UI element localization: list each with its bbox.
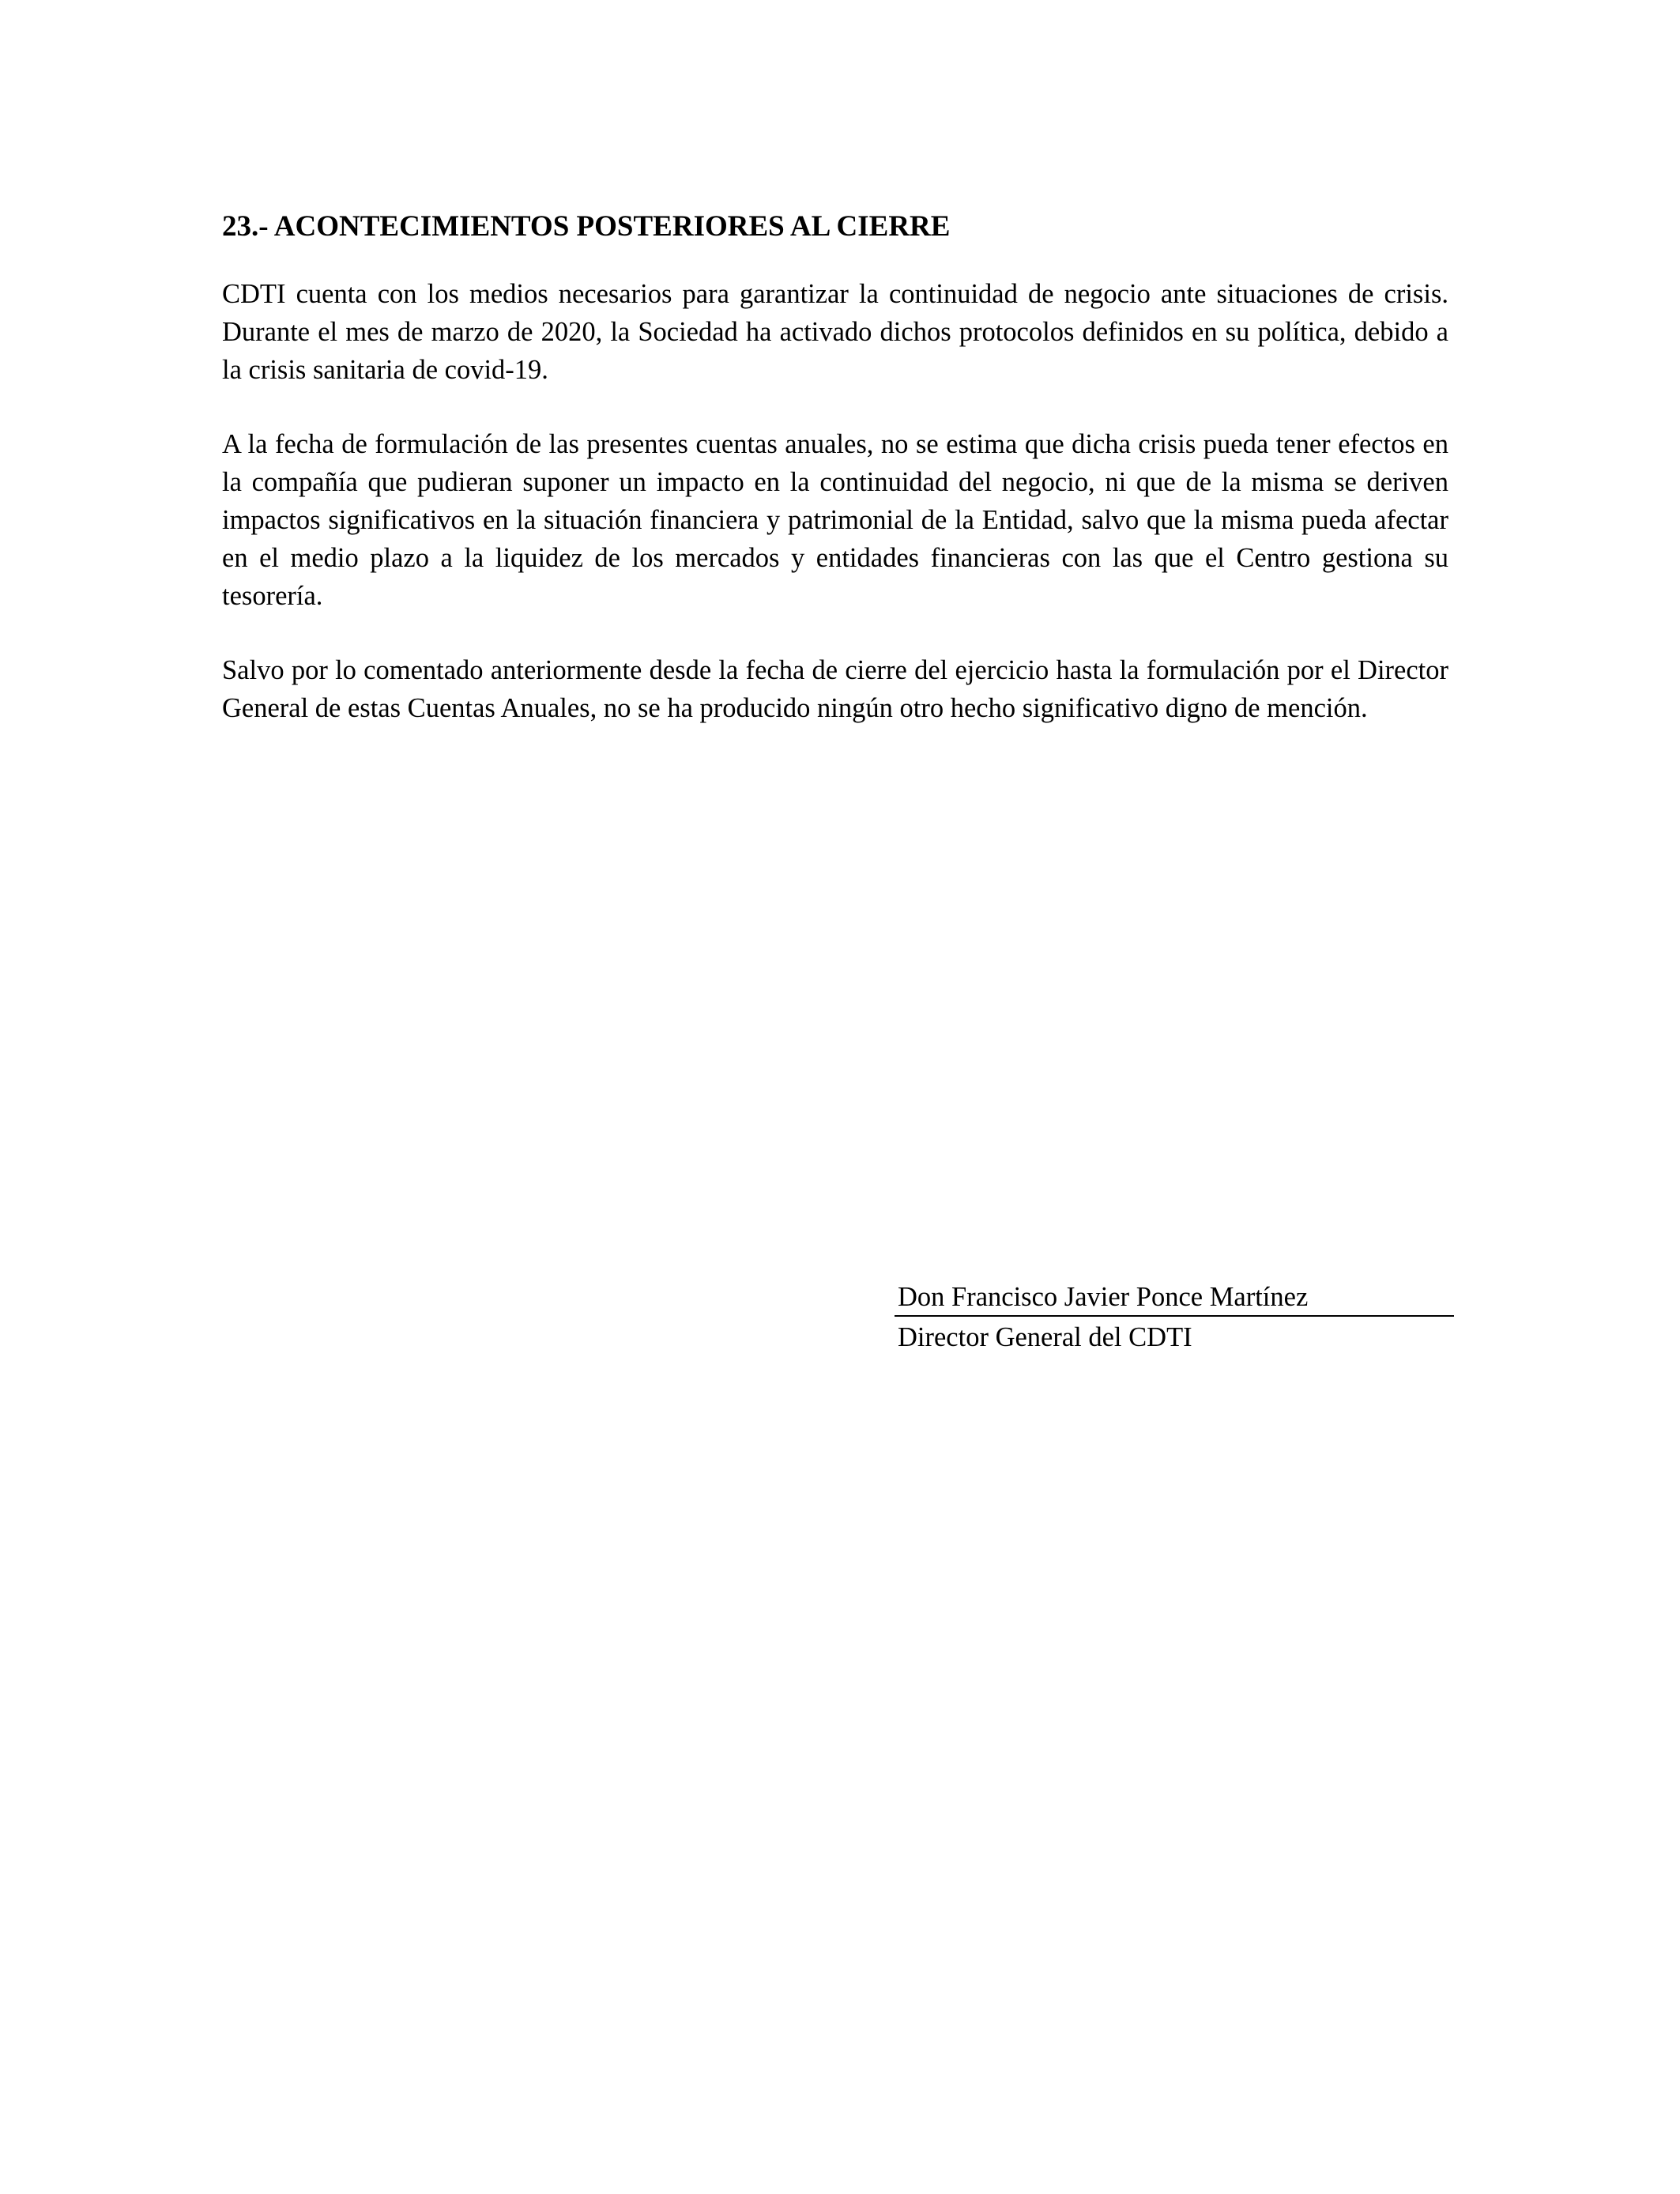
signature-block bbox=[895, 1279, 1454, 1358]
paragraph-continuity: CDTI cuenta con los medios necesarios para garantizar la continuidad de negocio ante situaciones de crisis. Durante el mes de marzo de 2020, la Sociedad ha activado dichos protocolos definidos en su política, debido a la crisis sanitaria de covid-19. bbox=[222, 279, 1448, 385]
signatory-title: Director General del CDTI bbox=[898, 1322, 1192, 1352]
paragraph-impact: A la fecha de formulación de las presentes cuentas anuales, no se estima que dicha crisis pueda tener efectos en la compañía que pudieran suponer un impacto en la continuidad del negocio, ni que de la misma se deriven impactos significativos en la situación financiera y patrimonial de la Entidad, salvo que la misma pueda afectar en el medio plazo a la liquidez de los mercados y entidades financieras con las que el Centro gestiona su tesorería. bbox=[222, 429, 1448, 611]
paragraph-conclusion: Salvo por lo comentado anteriormente desde la fecha de cierre del ejercicio hasta la formulación por el Director General de estas Cuentas Anuales, no se ha producido ningún otro hecho significativo digno de mención. bbox=[222, 655, 1448, 723]
section-content bbox=[222, 207, 1448, 763]
section-heading: 23.- ACONTECIMIENTOS POSTERIORES AL CIERRE bbox=[222, 210, 951, 243]
signatory-name: Don Francisco Javier Ponce Martínez bbox=[895, 1279, 1454, 1317]
